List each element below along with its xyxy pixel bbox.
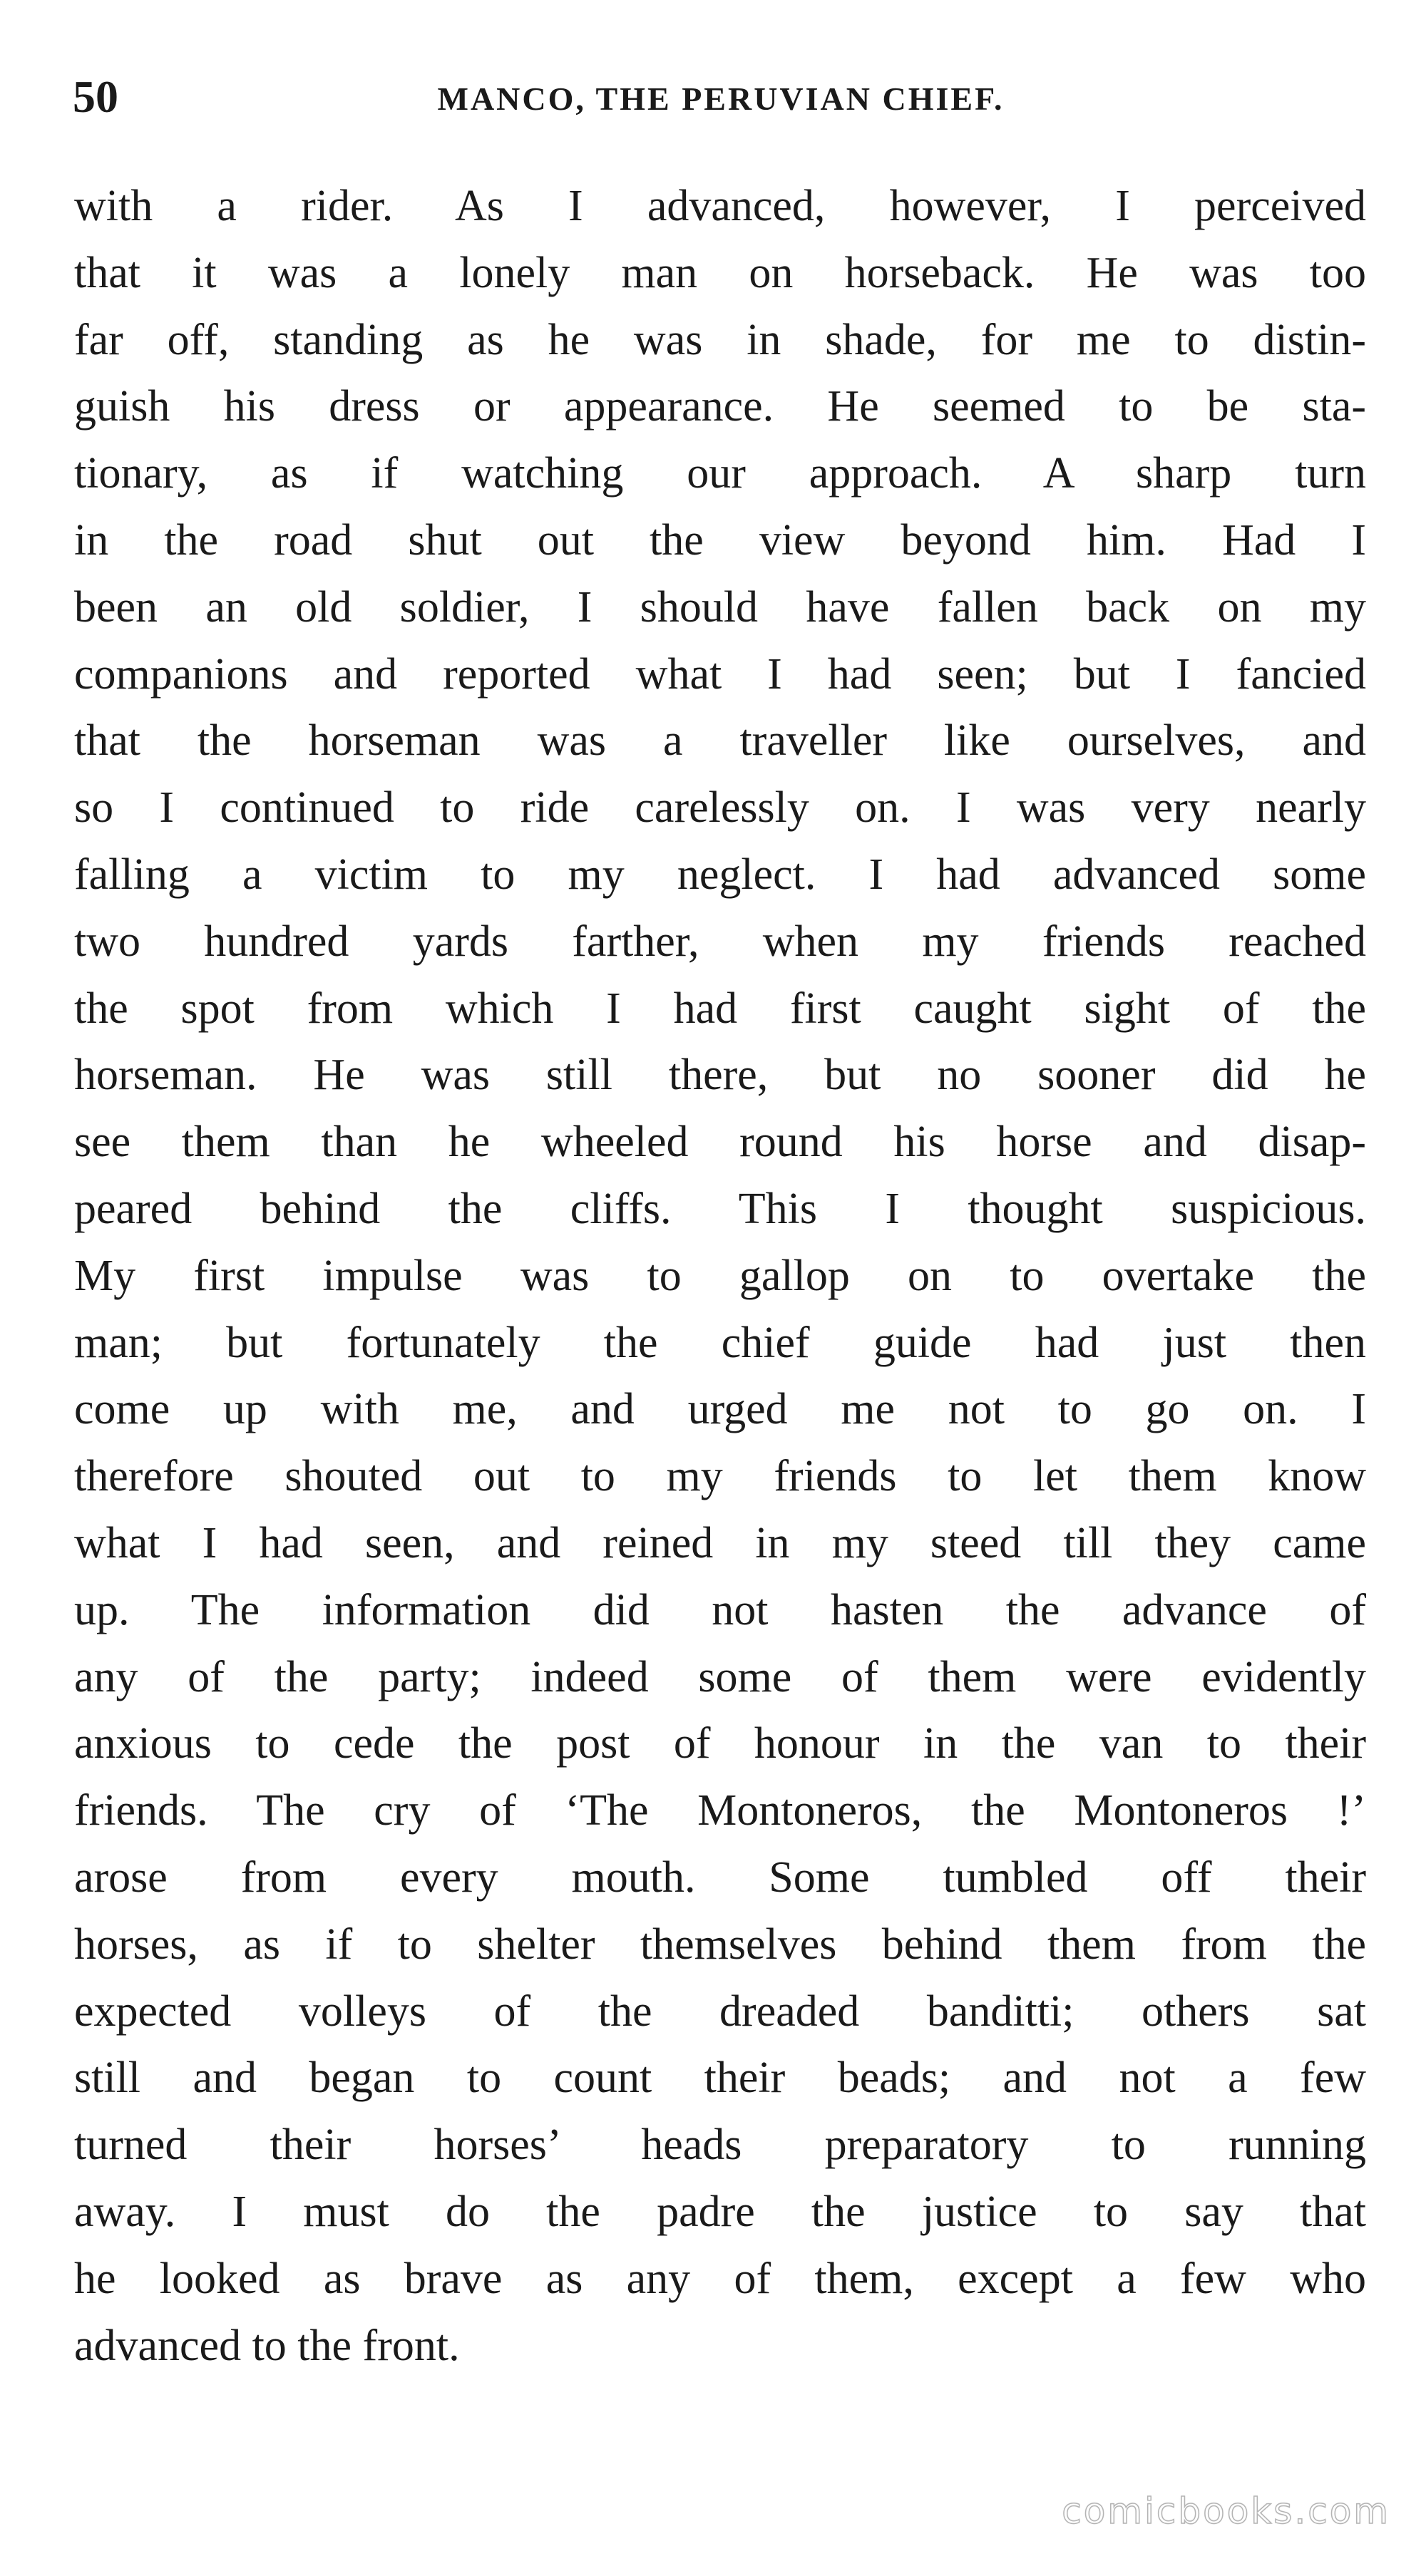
page-number: 50 [73, 71, 118, 122]
text-line: horses, as if to shelter themselves behind them from the [74, 1920, 1366, 1969]
text-line: up. The information did not hasten the advance of [74, 1585, 1366, 1634]
text-line: My first impulse was to gallop on to overtake the [74, 1251, 1366, 1300]
text-line: still and began to count their beads; and not a few [74, 2054, 1366, 2103]
text-line: expected volleys of the dreaded banditti; others sat [74, 1987, 1366, 2036]
text-line: the spot from which I had first caught sight of the [74, 984, 1366, 1033]
text-line: two hundred yards farther, when my friends reached [74, 917, 1366, 966]
watermark: comicbooks.com [1062, 2490, 1390, 2532]
text-line: been an old soldier, I should have fallen back on my [74, 582, 1366, 632]
text-line: that it was a lonely man on horseback. He was too [74, 248, 1366, 297]
text-line: peared behind the cliffs. This I thought suspicious. [74, 1184, 1366, 1233]
text-line: tionary, as if watching our approach. A sharp turn [74, 449, 1366, 498]
text-line: friends. The cry of ‘The Montoneros, the Montoneros !’ [74, 1786, 1366, 1835]
text-line: away. I must do the padre the justice to say that [74, 2187, 1366, 2236]
text-line: arose from every mouth. Some tumbled off their [74, 1853, 1366, 1902]
text-line: far off, standing as he was in shade, for me to distin- [74, 315, 1366, 364]
text-line: come up with me, and urged me not to go on. I [74, 1385, 1366, 1434]
text-line: man; but fortunately the chief guide had just then [74, 1318, 1366, 1367]
text-line: so I continued to ride carelessly on. I was very nearly [74, 783, 1366, 833]
running-head: MANCO, THE PERUVIAN CHIEF. [437, 81, 1005, 117]
text-line: advanced to the front. [74, 2321, 460, 2370]
text-line: guish his dress or appearance. He seemed to be sta- [74, 382, 1366, 431]
text-line: anxious to cede the post of honour in the van to their [74, 1719, 1366, 1768]
text-line: therefore shouted out to my friends to let them know [74, 1452, 1366, 1501]
text-line: companions and reported what I had seen; but I fancied [74, 649, 1366, 699]
text-line: turned their horses’ heads preparatory to running [74, 2121, 1366, 2170]
body-text [74, 173, 1366, 2379]
page-header [73, 68, 1369, 125]
text-line: what I had seen, and reined in my steed till they came [74, 1518, 1366, 1567]
text-line: he looked as brave as any of them, except a few who [74, 2254, 1366, 2303]
text-line: with a rider. As I advanced, however, I perceived [74, 182, 1366, 230]
text-line: see them than he wheeled round his horse and disap- [74, 1118, 1366, 1167]
text-line: in the road shut out the view beyond him. Had I [74, 515, 1366, 565]
text-line: that the horseman was a traveller like ourselves, and [74, 716, 1366, 766]
text-line: horseman. He was still there, but no sooner did he [74, 1051, 1366, 1100]
text-line: any of the party; indeed some of them were evidently [74, 1652, 1366, 1701]
text-line: falling a victim to my neglect. I had advanced some [74, 850, 1366, 899]
